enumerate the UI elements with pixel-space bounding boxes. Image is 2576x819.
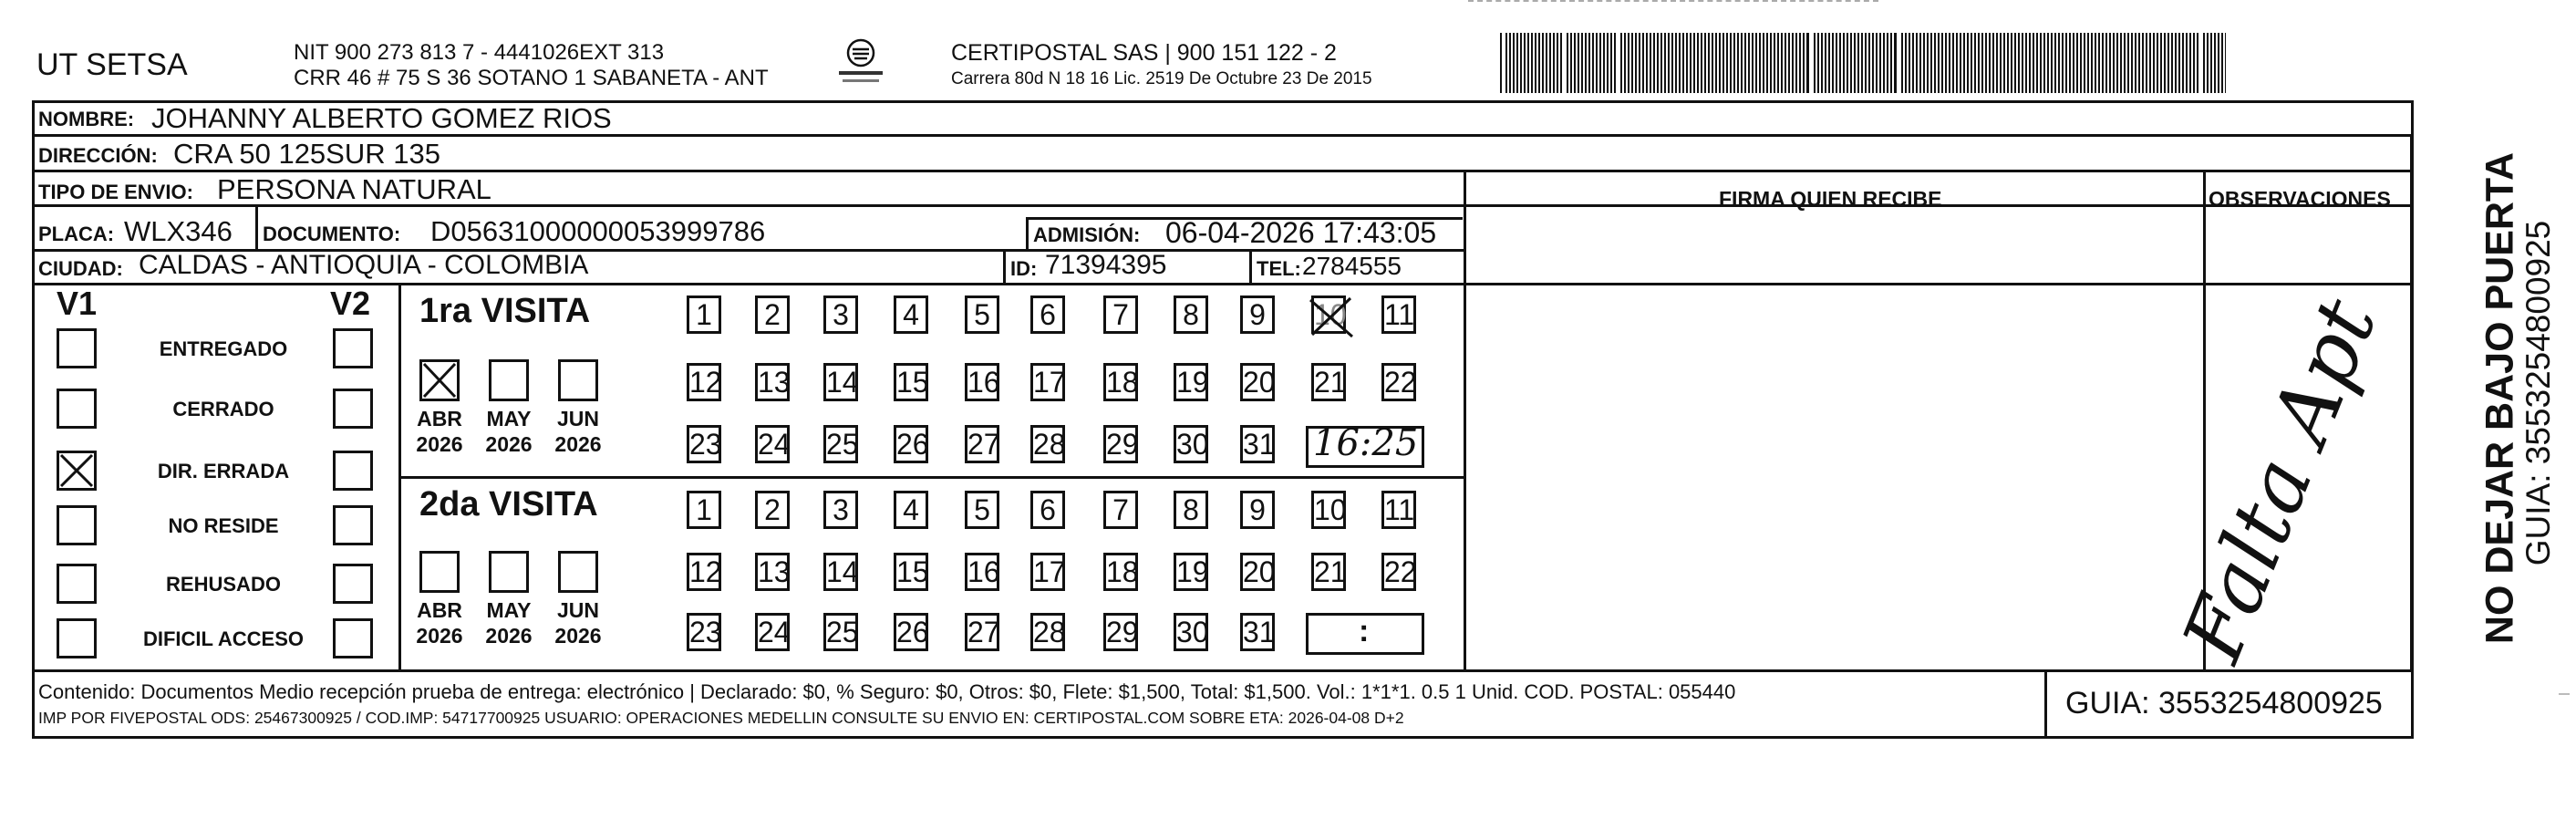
day-box[interactable]: 25 [823,425,858,463]
month-checkbox[interactable] [419,551,460,593]
admision-label: ADMISIÓN: [1033,223,1141,246]
v2-checkbox[interactable] [333,564,373,604]
day-box[interactable]: 11 [1381,491,1416,529]
day-box[interactable]: 21 [1311,553,1346,591]
day-box[interactable]: 3 [823,295,858,334]
day-box[interactable]: 9 [1240,295,1275,334]
month-checkbox[interactable] [489,551,529,593]
day-box[interactable]: 16 [965,363,999,401]
visit1-time: 16:25 [1313,422,1419,464]
day-box[interactable]: 13 [755,553,790,591]
carrier-line: CERTIPOSTAL SAS | 900 151 122 - 2 [951,40,1337,66]
month-label: ABR [417,407,462,430]
ciudad-label: CIUDAD: [38,257,123,280]
day-box[interactable]: 5 [965,491,999,529]
day-box[interactable]: 19 [1174,553,1208,591]
day-box[interactable]: 7 [1103,491,1138,529]
day-box[interactable]: 29 [1103,613,1138,651]
day-box[interactable]: 22 [1381,363,1416,401]
day-box[interactable]: 17 [1030,553,1065,591]
day-box[interactable]: 23 [687,613,721,651]
month-label: MAY [486,407,532,430]
day-box[interactable]: 24 [755,613,790,651]
v2-header: V2 [330,285,371,322]
status-label: NO RESIDE [168,514,279,537]
footer-guia: GUIA: 3553254800925 [2065,686,2383,721]
day-box[interactable]: 31 [1240,425,1275,463]
day-box[interactable]: 18 [1103,553,1138,591]
year-label: 2026 [416,624,463,648]
v2-checkbox[interactable] [333,451,373,491]
year-label: 2026 [554,624,602,648]
status-label: CERRADO [172,398,274,420]
month-checkbox[interactable] [419,359,460,401]
direccion-value: CRA 50 125SUR 135 [173,138,440,170]
day-box[interactable]: 25 [823,613,858,651]
day-box[interactable]: 28 [1030,613,1065,651]
visit2-title: 2da VISITA [419,485,598,524]
v2-checkbox[interactable] [333,328,373,368]
status-label: REHUSADO [166,573,281,596]
month-checkbox[interactable] [489,359,529,401]
carrier-sub: Carrera 80d N 18 16 Lic. 2519 De Octubre 23 De 2015 [951,69,1372,88]
day-box[interactable]: 20 [1240,553,1275,591]
day-box[interactable]: 24 [755,425,790,463]
day-box[interactable]: 4 [894,491,928,529]
day-box[interactable]: 4 [894,295,928,334]
admision-value: 06-04-2026 17:43:05 [1165,216,1437,249]
margin-mark [2559,693,2570,695]
ciudad-value: CALDAS - ANTIOQUIA - COLOMBIA [139,250,589,280]
placa-value: WLX346 [124,215,233,247]
day-box[interactable]: 30 [1174,613,1208,651]
footer-contenido: Contenido: Documentos Medio recepción prueba de entrega: electrónico | Declarado: $0, % Seguro: $0, Otros: $0, Flete: $1,500, Total: $1,500. Vol.: 1*1*1. 0.5 1 Unid. COD. POSTAL: 055440 [38,680,1736,703]
observation-handwriting: Falta Apt [2164,286,2396,675]
v1-checkbox[interactable] [57,451,97,491]
documento-label: DOCUMENTO: [263,223,401,245]
day-box[interactable]: 8 [1174,295,1208,334]
day-box[interactable]: 10 [1311,295,1346,334]
nombre-label: NOMBRE: [38,108,135,130]
year-label: 2026 [485,624,533,648]
day-box[interactable]: 15 [894,553,928,591]
day-box[interactable]: 6 [1030,491,1065,529]
certipostal-logo [837,36,885,91]
month-label: JUN [556,407,599,430]
scan-marks [1468,0,1878,7]
day-box[interactable]: 2 [755,295,790,334]
day-box[interactable]: 15 [894,363,928,401]
id-label: ID: [1010,257,1038,280]
day-box[interactable]: 6 [1030,295,1065,334]
tel-value: 2784555 [1302,252,1402,280]
firma-header: FIRMA QUIEN RECIBE [1719,187,1942,211]
day-box[interactable]: 27 [965,425,999,463]
v2-checkbox[interactable] [333,505,373,545]
side-notice: NO DEJAR BAJO PUERTA [2478,151,2522,645]
day-box[interactable]: 10 [1311,491,1346,529]
status-label: DIR. ERRADA [157,460,290,482]
day-box[interactable]: 8 [1174,491,1208,529]
day-box[interactable]: 29 [1103,425,1138,463]
v1-checkbox[interactable] [57,328,97,368]
month-label: JUN [556,598,599,622]
day-box[interactable]: 27 [965,613,999,651]
day-box[interactable]: 14 [823,553,858,591]
v1-checkbox[interactable] [57,618,97,658]
visit1-title: 1ra VISITA [419,292,591,330]
day-box[interactable]: 1 [687,491,721,529]
day-box[interactable]: 21 [1311,363,1346,401]
tel-label: TEL: [1257,257,1301,280]
day-box[interactable]: 26 [894,613,928,651]
month-label: MAY [486,598,532,622]
v1-checkbox[interactable] [57,505,97,545]
day-box[interactable]: 28 [1030,425,1065,463]
address-line: CRR 46 # 75 S 36 SOTANO 1 SABANETA - ANT [294,66,769,90]
tipo-value: PERSONA NATURAL [217,173,491,205]
side-guia: GUIA: 3553254800925 [2519,220,2557,566]
day-box[interactable]: 22 [1381,553,1416,591]
cross-mark [1305,293,1358,342]
v2-checkbox[interactable] [333,618,373,658]
day-box[interactable]: 23 [687,425,721,463]
day-box[interactable]: 16 [965,553,999,591]
day-box[interactable]: 9 [1240,491,1275,529]
day-box[interactable]: 17 [1030,363,1065,401]
v1-checkbox[interactable] [57,389,97,429]
day-box[interactable]: 19 [1174,363,1208,401]
barcode [1500,33,2229,93]
day-box[interactable]: 20 [1240,363,1275,401]
year-label: 2026 [554,432,602,456]
tipo-label: TIPO DE ENVIO: [38,181,193,203]
nit-line: NIT 900 273 813 7 - 4441026EXT 313 [294,40,665,65]
day-box[interactable]: 18 [1103,363,1138,401]
month-label: ABR [417,598,462,622]
company-name: UT SETSA [36,47,188,82]
v2-checkbox[interactable] [333,389,373,429]
day-box[interactable]: 5 [965,295,999,334]
direccion-label: DIRECCIÓN: [38,144,158,167]
year-label: 2026 [485,432,533,456]
status-label: ENTREGADO [159,337,288,360]
documento-value: D05631000000053999786 [430,215,766,247]
observaciones-header: OBSERVACIONES [2209,187,2391,211]
day-box[interactable]: 11 [1381,295,1416,334]
placa-label: PLACA: [38,223,115,245]
visit2-time: : [1359,614,1370,648]
footer-imp: IMP POR FIVEPOSTAL ODS: 25467300925 / COD.IMP: 54717700925 USUARIO: OPERACIONES MEDELLIN CONSULTE SU ENVIO EN: CERTIPOSTAL.COM SOBRE ETA: 2026-04-08 D+2 [38,709,1404,727]
day-box[interactable]: 12 [687,553,721,591]
year-label: 2026 [416,432,463,456]
day-box[interactable]: 3 [823,491,858,529]
id-value: 71394395 [1045,250,1167,280]
day-box[interactable]: 7 [1103,295,1138,334]
day-box[interactable]: 12 [687,363,721,401]
month-checkbox[interactable] [558,551,598,593]
day-box[interactable]: 26 [894,425,928,463]
day-box[interactable]: 13 [755,363,790,401]
nombre-value: JOHANNY ALBERTO GOMEZ RIOS [151,102,612,134]
day-box[interactable]: 30 [1174,425,1208,463]
v1-checkbox[interactable] [57,564,97,604]
v1-header: V1 [57,285,98,322]
day-box[interactable]: 14 [823,363,858,401]
day-box[interactable]: 1 [687,295,721,334]
day-box[interactable]: 31 [1240,613,1275,651]
month-checkbox[interactable] [558,359,598,401]
status-label: DIFICIL ACCESO [142,627,304,650]
day-box[interactable]: 2 [755,491,790,529]
